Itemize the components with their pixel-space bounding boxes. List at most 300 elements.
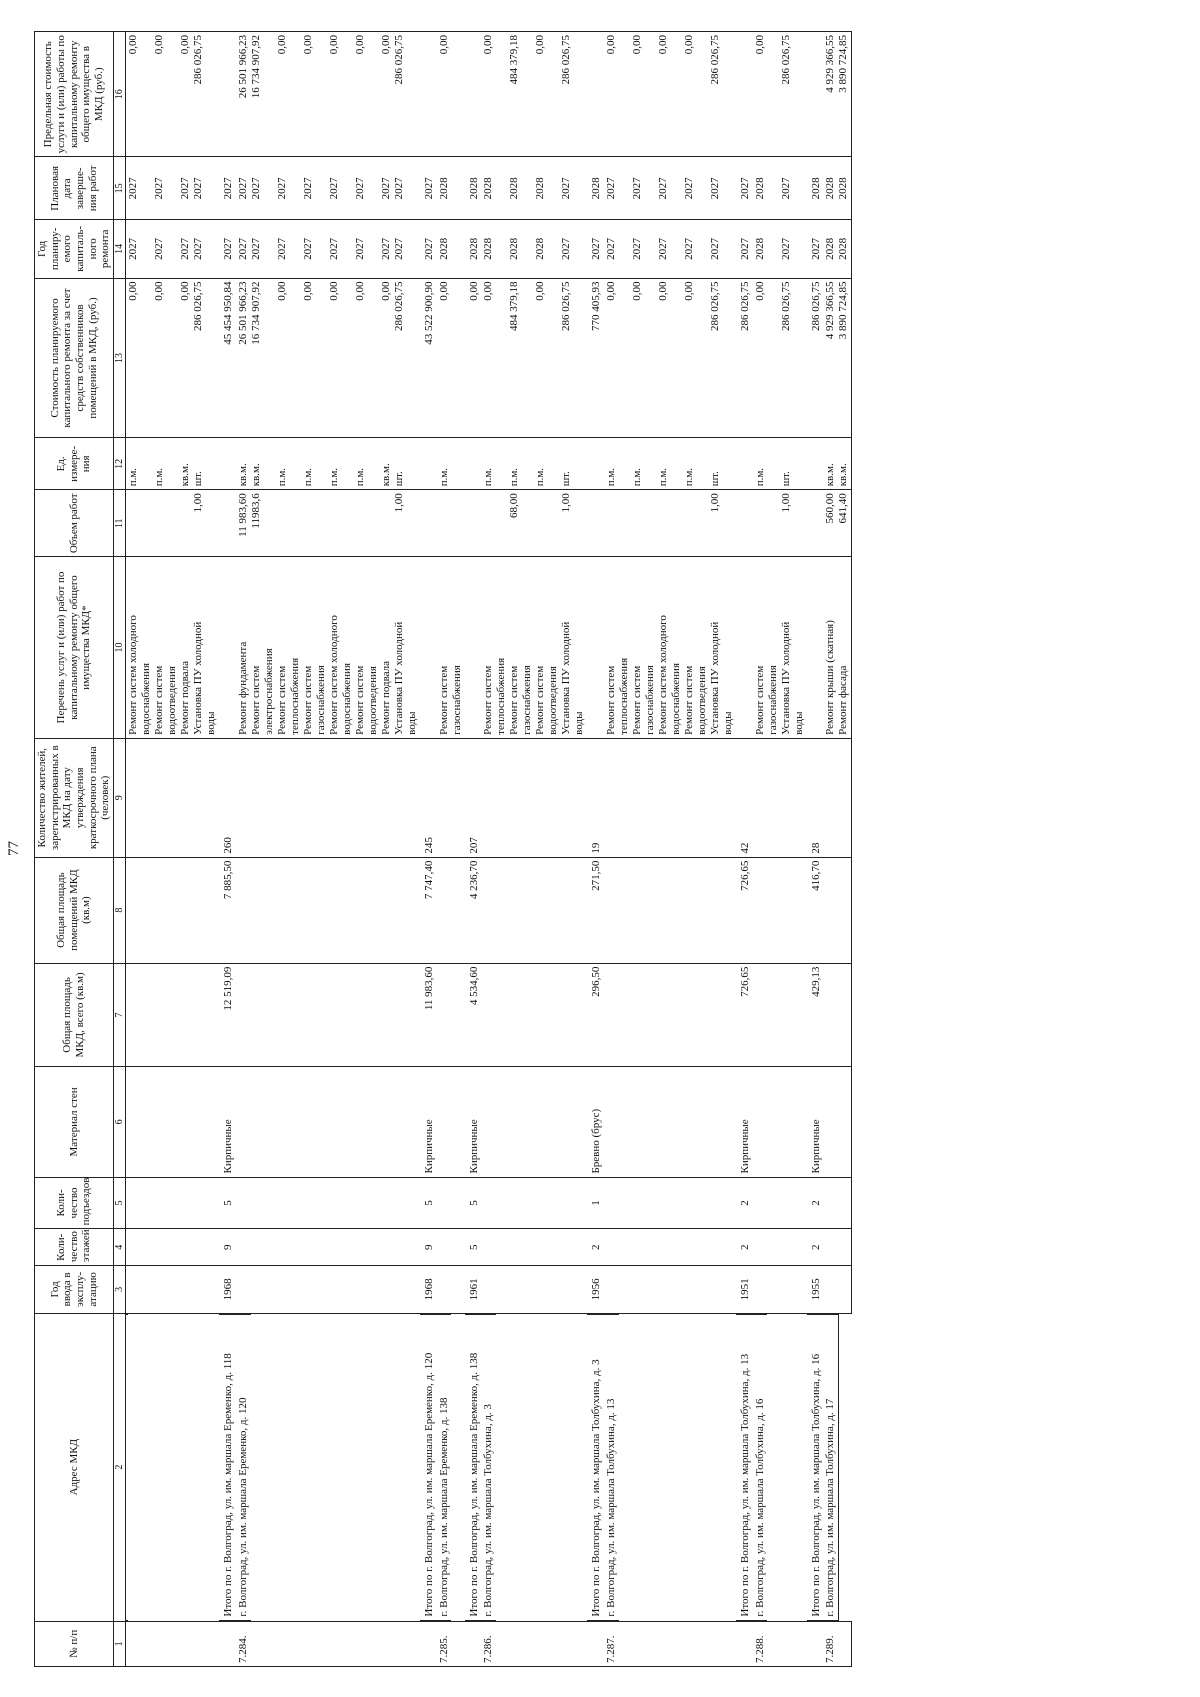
- unit: [465, 438, 482, 490]
- building-row: [236, 32, 420, 1667]
- unit-list: [604, 438, 736, 490]
- spacer: [521, 441, 534, 486]
- work-name-line: Ремонт систем: [482, 665, 495, 735]
- unit-list: [236, 438, 420, 490]
- spacer: [289, 493, 302, 553]
- limit-cost: 4 929 366,55: [824, 35, 837, 93]
- spacer: [341, 493, 354, 553]
- spacer: [767, 493, 780, 553]
- spacer: [341, 161, 354, 217]
- empty-cell: [481, 738, 587, 857]
- row-number: 7.286.: [481, 1621, 587, 1666]
- limit-cost-list: [437, 32, 465, 158]
- empty-cell: [236, 1067, 420, 1177]
- spacer: [696, 493, 709, 553]
- building-row: [604, 32, 736, 1667]
- work-name-line: Ремонт систем холодного: [327, 615, 340, 735]
- spacer: [573, 441, 586, 486]
- column-header: Материал стен: [35, 1067, 114, 1177]
- work-volume: [179, 493, 192, 553]
- unit: шт.: [560, 471, 573, 487]
- spacer: [670, 223, 683, 274]
- empty-cell: [126, 1229, 220, 1266]
- column-header: Предельная стоимость услуги и (или) работы по капитальному ремонту общего имущества в МКД (руб.): [35, 32, 114, 158]
- total-row: [219, 32, 236, 1667]
- work-name-line: Ремонт систем: [604, 665, 617, 735]
- work-volume: [754, 493, 767, 553]
- spacer: [547, 161, 560, 217]
- work-name-line: теплоснабжения: [288, 657, 301, 735]
- planned-cost: 484 379,18: [508, 281, 521, 332]
- completion-year: 2027: [379, 177, 392, 200]
- cost-list: [604, 278, 736, 438]
- spacer: [341, 282, 354, 435]
- limit-cost: [736, 32, 753, 158]
- works-list: [219, 557, 236, 739]
- column-header: Стоимость планируемого капитального ремонта за счет средств собственников помещений в МКД, (руб.): [35, 278, 114, 438]
- total-cost: 43 522 900,90: [420, 278, 437, 438]
- work-name-line: Ремонт систем: [301, 665, 314, 735]
- column-number: 13: [113, 278, 126, 438]
- unit: п.м.: [437, 467, 450, 487]
- empty-cell: [481, 1177, 587, 1229]
- unit: кв.м.: [837, 463, 850, 487]
- rooms-area: 4 236,70: [465, 857, 482, 963]
- spacer: [767, 35, 780, 154]
- unit: кв.м.: [236, 463, 249, 487]
- spacer: [722, 282, 735, 435]
- building-row: [753, 32, 807, 1667]
- building-address: г. Волгоград, ул. им. маршала Толбухина, д. 3: [481, 1314, 496, 1621]
- work-name-line: Установка ПУ холодной: [708, 621, 721, 735]
- repair-year: 2028: [465, 220, 482, 278]
- column-number: 14: [113, 220, 126, 278]
- repair-year-list: [604, 220, 736, 278]
- column-header: Коли-чество этажей: [35, 1229, 114, 1266]
- column-header: Объем работ: [35, 490, 114, 557]
- spacer: [573, 35, 586, 154]
- spacer: [451, 223, 464, 274]
- wall-material: Кирпичные: [465, 1067, 482, 1177]
- empty-cell: [604, 857, 736, 963]
- planned-cost: 0,00: [534, 281, 547, 301]
- repair-year: 2027: [301, 237, 314, 260]
- header-number-row: [113, 32, 126, 1667]
- column-number: 8: [113, 857, 126, 963]
- empty-cell: [823, 963, 852, 1067]
- completion-year: 2027: [682, 177, 695, 200]
- spacer: [406, 35, 419, 154]
- work-volume: [683, 493, 696, 553]
- work-volume: [127, 493, 140, 553]
- entrances-count: 2: [736, 1177, 753, 1229]
- planned-cost: 3 890 724,85: [837, 281, 850, 340]
- work-name-line: Установка ПУ холодной: [779, 621, 792, 735]
- work-name-line: газоснабжения: [643, 665, 656, 735]
- limit-cost-list: [481, 32, 587, 158]
- repair-year-list: [236, 220, 420, 278]
- empty-cell: [481, 1067, 587, 1177]
- spacer: [767, 441, 780, 486]
- planned-cost: 0,00: [127, 281, 140, 301]
- spacer: [406, 493, 419, 553]
- building-address: г. Волгоград, ул. им. маршала Толбухина, д. 13: [604, 1314, 619, 1621]
- spacer: [547, 223, 560, 274]
- entrances-count: 5: [219, 1177, 236, 1229]
- limit-cost: 0,00: [275, 35, 288, 55]
- limit-cost: 3 890 724,85: [837, 35, 850, 93]
- completion-year-list: [437, 157, 465, 220]
- planned-cost: 286 026,75: [192, 281, 205, 332]
- building-row: [481, 32, 587, 1667]
- completion-year: 2027: [560, 177, 573, 200]
- planned-cost: 0,00: [437, 281, 450, 301]
- work-name-line: Ремонт фундамента: [236, 641, 249, 735]
- repair-year: 2027: [682, 237, 695, 260]
- work-volume-list: [236, 490, 420, 557]
- total-cost: 45 454 950,84: [219, 278, 236, 438]
- spacer: [451, 282, 464, 435]
- limit-cost: 286 026,75: [192, 35, 205, 85]
- residents-count: 260: [219, 738, 236, 857]
- spacer: [205, 223, 218, 274]
- repair-year: 2027: [153, 237, 166, 260]
- limit-cost-list: [753, 32, 807, 158]
- spacer: [495, 223, 508, 274]
- wall-material: Кирпичные: [420, 1067, 437, 1177]
- work-name-line: теплоснабжения: [617, 657, 630, 735]
- spacer: [793, 282, 806, 435]
- total-area: 429,13: [807, 963, 824, 1067]
- completion-year: 2027: [236, 177, 249, 200]
- repair-year: 2027: [807, 220, 824, 278]
- spacer: [367, 35, 380, 154]
- residents-count: 28: [807, 738, 824, 857]
- repair-year-list: [481, 220, 587, 278]
- total-cost: 770 405,93: [587, 278, 604, 438]
- column-number: 6: [113, 1067, 126, 1177]
- completion-year: 2028: [437, 177, 450, 200]
- work-volume: [534, 493, 547, 553]
- work-volume: [465, 490, 482, 557]
- repair-year: 2027: [420, 220, 437, 278]
- repair-year-list: [823, 220, 852, 278]
- planned-cost: 0,00: [656, 281, 669, 301]
- limit-cost: 0,00: [656, 35, 669, 55]
- works-list: [736, 557, 753, 739]
- spacer: [406, 161, 419, 217]
- work-volume: [219, 490, 236, 557]
- spacer: [315, 441, 328, 486]
- work-volume: [605, 493, 618, 553]
- empty-cell: [437, 1067, 465, 1177]
- repair-year: 2027: [275, 237, 288, 260]
- spacer: [451, 161, 464, 217]
- column-number: 4: [113, 1229, 126, 1266]
- empty-cell: [823, 1067, 852, 1177]
- spacer: [495, 282, 508, 435]
- empty-cell: [236, 1177, 420, 1229]
- work-name-line: Ремонт систем: [682, 665, 695, 735]
- spacer: [140, 35, 153, 154]
- completion-year: 2028: [807, 157, 824, 220]
- total-address: Итого по г. Волгоград, ул. им. маршала Еременко, д. 118: [219, 1314, 236, 1621]
- spacer: [722, 223, 735, 274]
- spacer: [696, 35, 709, 154]
- completion-year: 2028: [837, 177, 850, 200]
- work-name-line: воды: [721, 711, 734, 735]
- completion-year-list: [126, 157, 220, 220]
- spacer: [406, 441, 419, 486]
- spacer: [140, 493, 153, 553]
- spacer: [767, 223, 780, 274]
- completion-year: 2027: [736, 157, 753, 220]
- spacer: [644, 161, 657, 217]
- unit: кв.м.: [179, 463, 192, 487]
- spacer: [367, 441, 380, 486]
- residents-count: 245: [420, 738, 437, 857]
- total-address: Итого по г. Волгоград, ул. им. маршала Толбухина, д. 16: [807, 1314, 824, 1621]
- repair-year: 2027: [379, 237, 392, 260]
- limit-cost: 0,00: [379, 35, 392, 55]
- work-volume: [354, 493, 367, 553]
- empty-cell: [126, 857, 220, 963]
- column-header: Год планиру-емого капиталь-ного ремонта: [35, 220, 114, 278]
- total-address: Итого по г. Волгоград, ул. им. маршала Еременко, д. 138: [465, 1314, 482, 1621]
- empty-cell: [481, 1266, 587, 1314]
- column-number: 1: [113, 1621, 126, 1666]
- work-volume: 560,00: [824, 493, 837, 524]
- works-list: [604, 557, 736, 739]
- cost-list: [437, 278, 465, 438]
- spacer: [166, 493, 179, 553]
- row-number: [219, 1621, 236, 1666]
- rooms-area: 271,50: [587, 857, 604, 963]
- completion-year: 2027: [192, 177, 205, 200]
- spacer: [618, 282, 631, 435]
- spacer: [166, 223, 179, 274]
- total-row: [807, 32, 824, 1667]
- repair-year: 2028: [753, 237, 766, 260]
- unit: п.м.: [353, 467, 366, 487]
- limit-cost: 286 026,75: [560, 35, 573, 85]
- unit: п.м.: [656, 467, 669, 487]
- planned-cost: 0,00: [604, 281, 617, 301]
- spacer: [644, 223, 657, 274]
- spacer: [263, 282, 276, 435]
- completion-year: 2028: [482, 177, 495, 200]
- completion-year: 2028: [587, 157, 604, 220]
- spacer: [263, 223, 276, 274]
- unit: п.м.: [127, 467, 140, 487]
- spacer: [495, 35, 508, 154]
- cost-list: [823, 278, 852, 438]
- work-volume-list: [481, 490, 587, 557]
- empty-cell: [604, 738, 736, 857]
- work-volume-list: [604, 490, 736, 557]
- year-built: 1968: [420, 1266, 437, 1314]
- work-name-line: Ремонт систем: [437, 665, 450, 735]
- empty-cell: [437, 963, 465, 1067]
- total-address: Итого по г. Волгоград, ул. им. маршала Еременко, д. 120: [420, 1314, 437, 1621]
- empty-cell: [753, 1067, 807, 1177]
- works-list: [437, 557, 465, 739]
- completion-year: 2027: [420, 157, 437, 220]
- year-built: 1955: [807, 1266, 824, 1314]
- empty-cell: [236, 1266, 420, 1314]
- header-row: [35, 32, 114, 1667]
- unit: [587, 438, 604, 490]
- row-number: [736, 1621, 753, 1666]
- column-number: 11: [113, 490, 126, 557]
- column-number: 5: [113, 1177, 126, 1229]
- completion-year: 2027: [604, 177, 617, 200]
- limit-cost: 16 734 907,92: [249, 35, 262, 99]
- spacer: [205, 282, 218, 435]
- floors-count: 2: [736, 1229, 753, 1266]
- unit: п.м.: [482, 467, 495, 487]
- work-volume: [420, 490, 437, 557]
- repair-year: 2027: [708, 237, 721, 260]
- empty-cell: [481, 1229, 587, 1266]
- empty-cell: [126, 1177, 220, 1229]
- spacer: [166, 35, 179, 154]
- work-name-line: воды: [405, 711, 418, 735]
- spacer: [722, 441, 735, 486]
- completion-year: 2027: [179, 177, 192, 200]
- spacer: [573, 493, 586, 553]
- spacer: [618, 223, 631, 274]
- work-name-line: Ремонт крыши (скатная): [824, 620, 837, 735]
- spacer: [521, 282, 534, 435]
- spacer: [618, 493, 631, 553]
- floors-count: 2: [807, 1229, 824, 1266]
- floors-count: 2: [587, 1229, 604, 1266]
- work-volume: [587, 490, 604, 557]
- limit-cost: 0,00: [682, 35, 695, 55]
- spacer: [793, 35, 806, 154]
- column-header: Адрес МКД: [35, 1313, 114, 1621]
- spacer: [289, 35, 302, 154]
- unit: п.м.: [275, 467, 288, 487]
- building-address: г. Волгоград, ул. им. маршала Еременко, д. 120: [236, 1314, 251, 1621]
- planned-cost: 26 501 966,23: [236, 281, 249, 345]
- unit: [420, 438, 437, 490]
- works-list: [420, 557, 437, 739]
- total-cost: 0,00: [465, 278, 482, 438]
- column-number: 3: [113, 1266, 126, 1314]
- repair-year: 2027: [779, 237, 792, 260]
- work-name-line: электроснабжения: [262, 648, 275, 735]
- spacer: [618, 35, 631, 154]
- repair-year: 2027: [327, 237, 340, 260]
- unit: п.м.: [508, 467, 521, 487]
- completion-year: 2027: [708, 177, 721, 200]
- row-number: [465, 1621, 482, 1666]
- empty-cell: [753, 738, 807, 857]
- limit-cost: 26 501 966,23: [236, 35, 249, 99]
- work-volume: 1,00: [779, 493, 792, 513]
- spacer: [696, 282, 709, 435]
- empty-cell: [823, 738, 852, 857]
- work-name-line: газоснабжения: [314, 665, 327, 735]
- total-row: [420, 32, 437, 1667]
- limit-cost: 0,00: [127, 35, 140, 55]
- total-area: 12 519,09: [219, 963, 236, 1067]
- building-address: г. Волгоград, ул. им. маршала Толбухина, д. 16: [753, 1314, 768, 1621]
- residents-count: 42: [736, 738, 753, 857]
- completion-year: 2027: [779, 177, 792, 200]
- spacer: [341, 223, 354, 274]
- spacer: [315, 161, 328, 217]
- rooms-area: 726,65: [736, 857, 753, 963]
- spacer: [670, 441, 683, 486]
- residents-count: 19: [587, 738, 604, 857]
- spacer: [166, 441, 179, 486]
- work-name-line: Ремонт фасада: [837, 665, 850, 735]
- limit-cost: [807, 32, 824, 158]
- empty-cell: [823, 1266, 852, 1314]
- spacer: [495, 161, 508, 217]
- column-header: Ед. измере-ния: [35, 438, 114, 490]
- completion-year: 2028: [824, 177, 837, 200]
- work-volume-list: [753, 490, 807, 557]
- spacer: [140, 441, 153, 486]
- cost-list: [126, 278, 220, 438]
- work-name-line: Ремонт систем: [630, 665, 643, 735]
- residents-count: 207: [465, 738, 482, 857]
- unit-list: [437, 438, 465, 490]
- spacer: [205, 441, 218, 486]
- work-name-line: Установка ПУ холодной: [192, 621, 205, 735]
- repair-year: 2027: [179, 237, 192, 260]
- column-number: 12: [113, 438, 126, 490]
- spacer: [793, 493, 806, 553]
- planned-cost: 0,00: [482, 281, 495, 301]
- entrances-count: 5: [420, 1177, 437, 1229]
- unit: п.м.: [153, 467, 166, 487]
- rooms-area: 416,70: [807, 857, 824, 963]
- total-area: 11 983,60: [420, 963, 437, 1067]
- spacer: [166, 282, 179, 435]
- limit-cost: 0,00: [482, 35, 495, 55]
- work-name-line: газоснабжения: [521, 665, 534, 735]
- completion-year-list: [823, 157, 852, 220]
- building-address: г. Волгоград, ул. им. маршала Толбухина, д. 17: [823, 1314, 839, 1621]
- floors-count: 5: [465, 1229, 482, 1266]
- unit: п.м.: [682, 467, 695, 487]
- spacer: [140, 282, 153, 435]
- empty-cell: [126, 1067, 220, 1177]
- repair-year: 2027: [392, 237, 405, 260]
- completion-year: 2027: [630, 177, 643, 200]
- total-row: [587, 32, 604, 1667]
- spacer: [644, 35, 657, 154]
- repair-year: 2028: [534, 237, 547, 260]
- work-name-line: Ремонт систем: [508, 665, 521, 735]
- work-volume: [380, 493, 393, 553]
- spacer: [341, 35, 354, 154]
- work-name-line: водоотведения: [695, 666, 708, 735]
- floors-count: 9: [219, 1229, 236, 1266]
- limit-cost: 0,00: [534, 35, 547, 55]
- unit: кв.м.: [249, 463, 262, 487]
- works-list: [126, 557, 220, 739]
- works-list: [753, 557, 807, 739]
- repair-plan-table: [34, 31, 852, 1667]
- work-volume: [302, 493, 315, 553]
- column-header: Коли-чество подъездов: [35, 1177, 114, 1229]
